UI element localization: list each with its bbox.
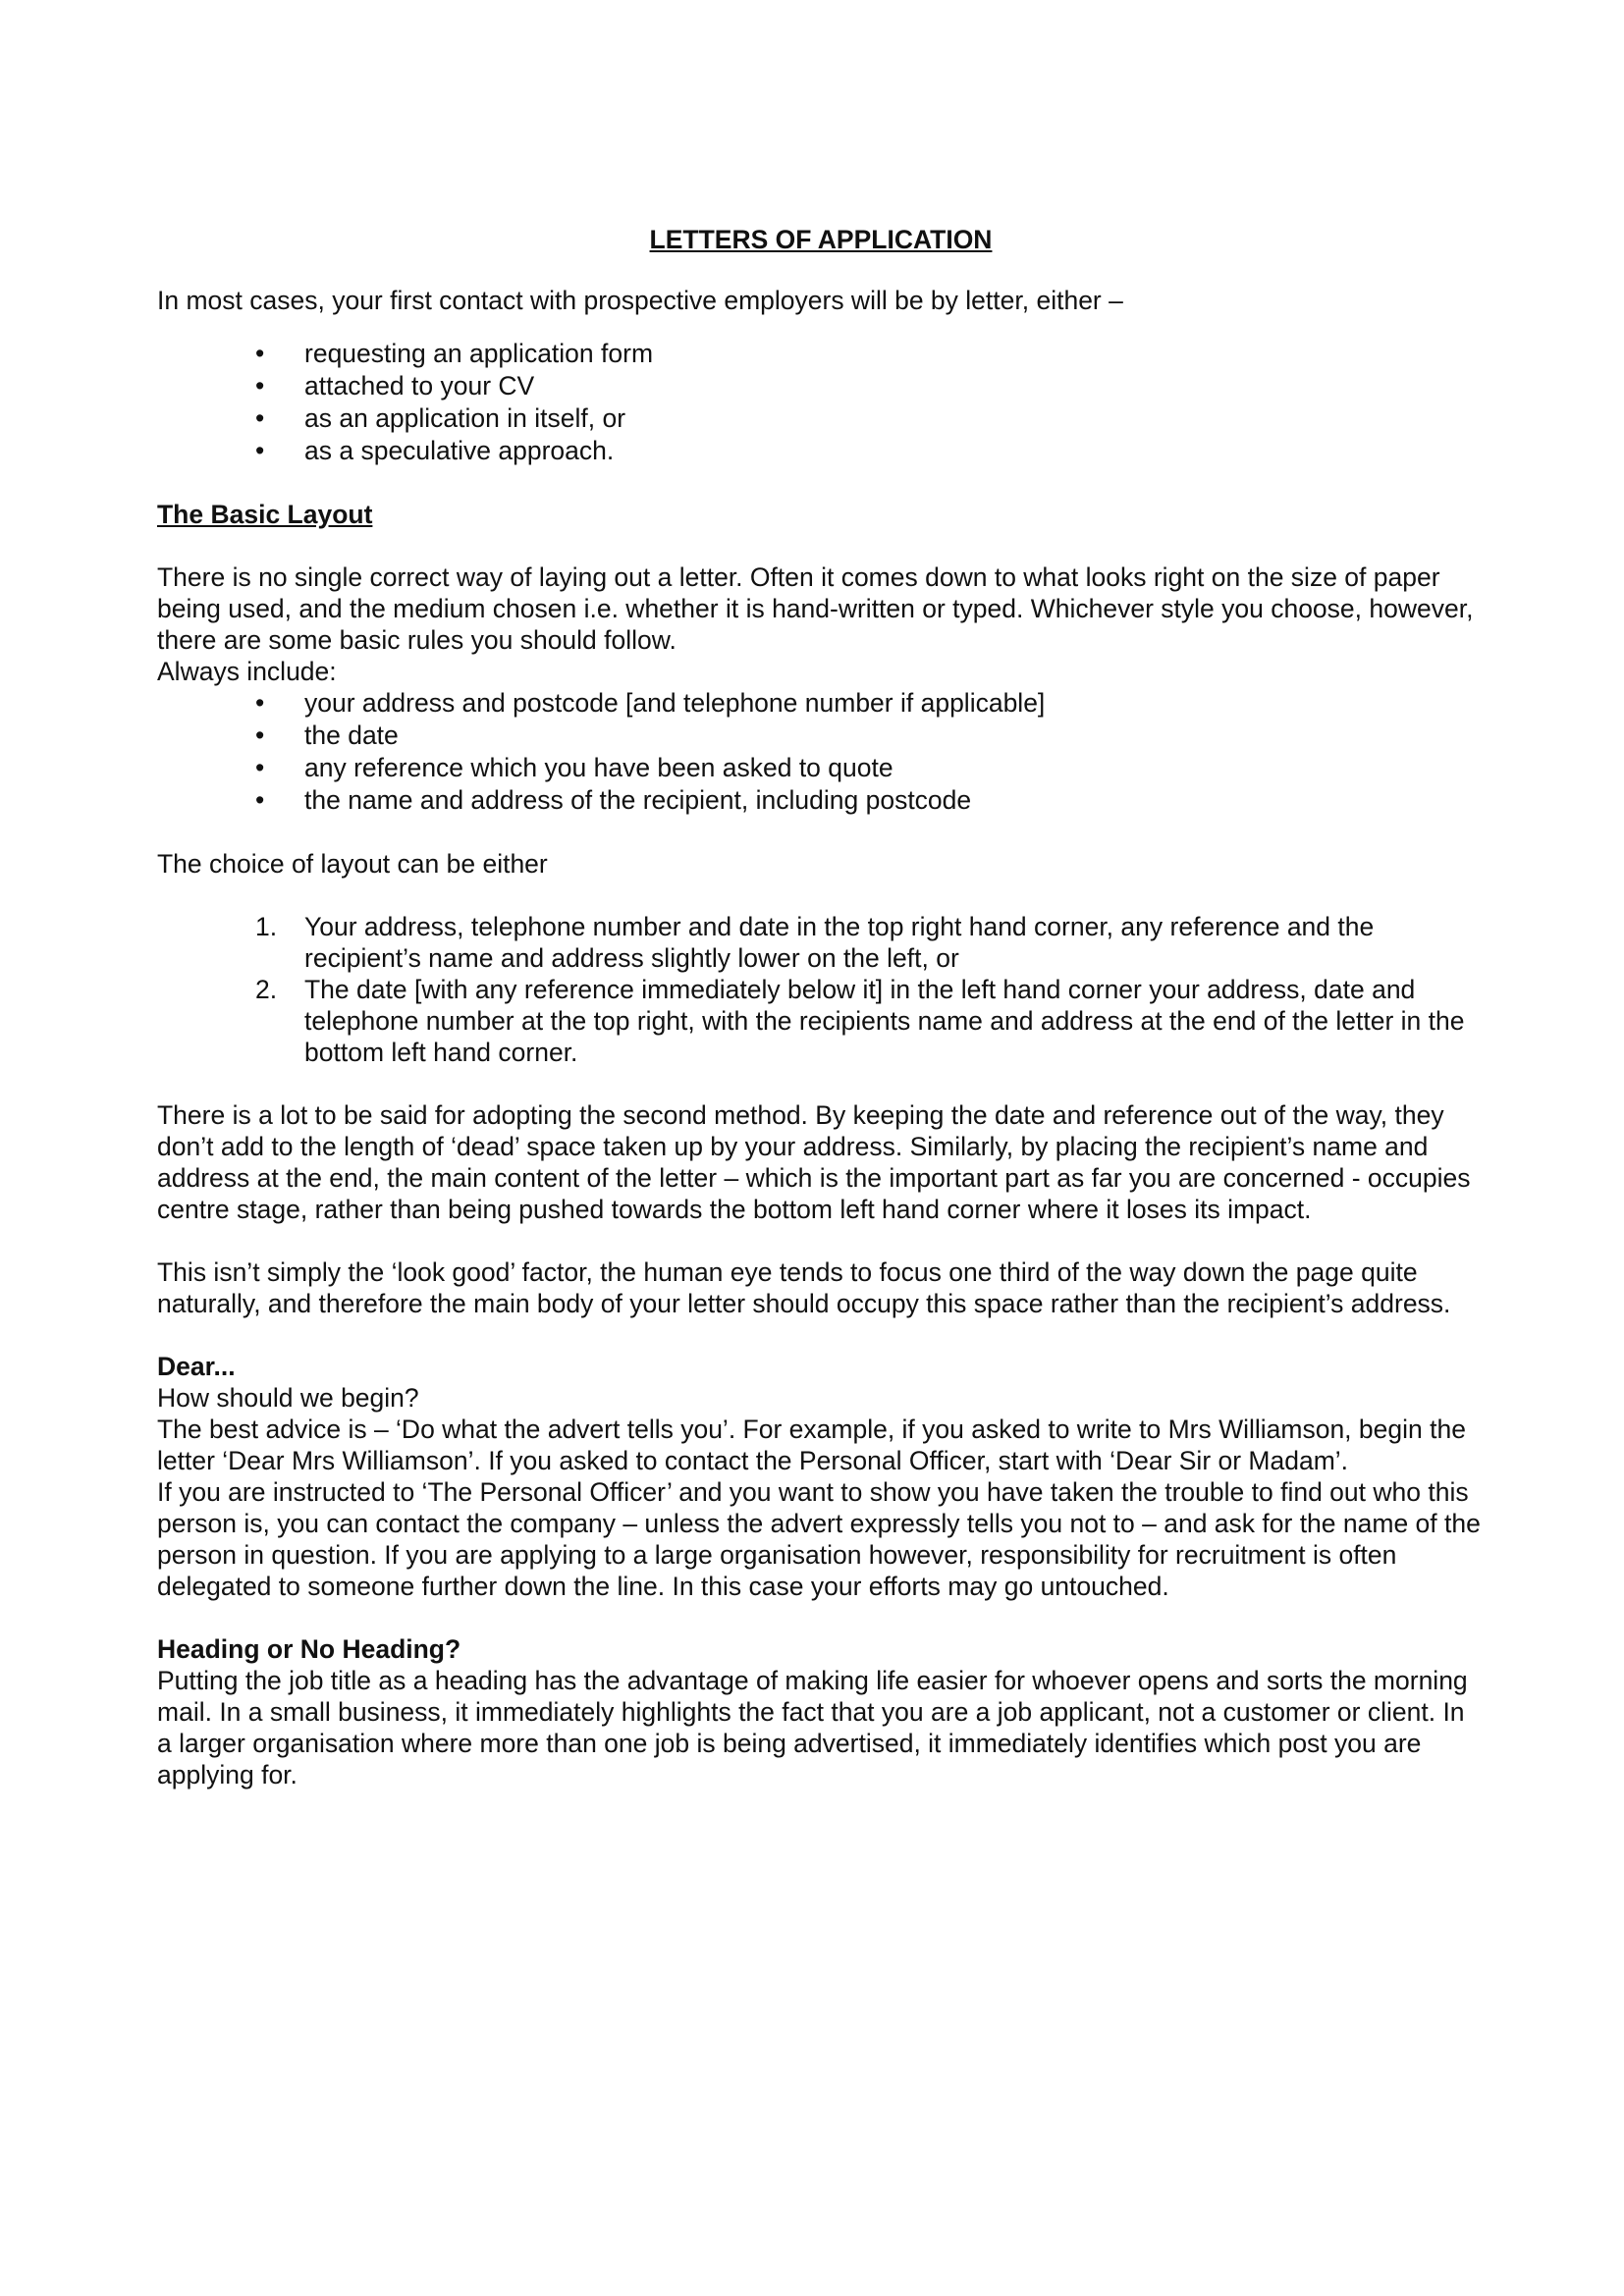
list-item-text: Your address, telephone number and date in the top right hand corner, any reference and the recipient’s name and address slightly lower on the left, or	[304, 912, 1375, 973]
list-item-text: requesting an application form	[304, 339, 654, 368]
list-item-text: any reference which you have been asked to quote	[304, 753, 893, 782]
list-item-text: as a speculative approach.	[304, 436, 615, 465]
dear-heading: Dear...	[157, 1352, 236, 1381]
spacer	[157, 1602, 1485, 1633]
include-bullet-list	[157, 687, 1485, 817]
look-good-paragraph: This isn’t simply the ‘look good’ factor, the human eye tends to focus one third of the way down the page quite naturally, and therefore the main body of your letter should occupy this space rather than the recipient’s address.	[157, 1257, 1451, 1318]
bullet-icon: •	[255, 688, 265, 718]
bullet-icon: •	[255, 753, 265, 782]
document-page	[157, 224, 1485, 1790]
dear-line-3: If you are instructed to ‘The Personal Officer’ and you want to show you have taken the trouble to find out who this person is, you can contact the company – unless the advert expressly tells you not to – and ask for the name of the person in question. If you are applying to a large organisation however, responsibility for recruitment is often delegated to someone further down the line. In this case your efforts may go untouched.	[157, 1477, 1481, 1601]
list-number: 1.	[255, 912, 278, 941]
list-item	[255, 720, 1485, 752]
list-item	[255, 911, 1485, 974]
list-item-text: attached to your CV	[304, 371, 535, 400]
heading-section-paragraph: Putting the job title as a heading has the advantage of making life easier for whoever opens and sorts the morning mail. In a small business, it immediately highlights the fact that you are a job applicant, not a customer or client. In a larger organisation where more than one job is being advertised, it immediately identifies which post you are applying for.	[157, 1666, 1468, 1789]
bullet-icon: •	[255, 785, 265, 815]
bullet-icon: •	[255, 339, 265, 368]
intro-bullet-list	[157, 338, 1485, 467]
list-item	[255, 687, 1485, 720]
dear-line-2: The best advice is – ‘Do what the advert tells you’. For example, if you asked to write to Mrs Williamson, begin the letter ‘Dear Mrs Williamson’. If you asked to contact the Personal Officer, start with ‘Dear Sir or Madam’.	[157, 1415, 1466, 1475]
spacer	[157, 1068, 1485, 1099]
bullet-icon: •	[255, 721, 265, 750]
spacer	[157, 817, 1485, 848]
heading-section-heading: Heading or No Heading?	[157, 1634, 461, 1664]
basic-layout-heading: The Basic Layout	[157, 500, 373, 529]
spacer	[157, 1319, 1485, 1351]
dear-line-1: How should we begin?	[157, 1383, 419, 1413]
bullet-icon: •	[255, 436, 265, 465]
spacer	[157, 880, 1485, 911]
layout-choice-list	[157, 911, 1485, 1068]
second-method-paragraph: There is a lot to be said for adopting the second method. By keeping the date and reference out of the way, they don’t add to the length of ‘dead’ space taken up by your address. Similarly, by placing the recipient’s name and address at the end, the main content of the letter – which is the important part as far you are concerned - occupies centre stage, rather than being pushed towards the bottom left hand corner where it loses its impact.	[157, 1100, 1471, 1224]
list-item	[255, 974, 1485, 1068]
list-item-text: The date [with any reference immediately below it] in the left hand corner your address, date and telephone number at the top right, with the recipients name and address at the end of the letter in the bottom left hand corner.	[304, 975, 1465, 1067]
list-item	[255, 402, 1485, 435]
list-item	[255, 338, 1485, 370]
spacer	[157, 1225, 1485, 1256]
bullet-icon: •	[255, 371, 265, 400]
list-item-text: as an application in itself, or	[304, 403, 626, 433]
list-item	[255, 370, 1485, 402]
spacer	[157, 316, 1485, 338]
list-item-text: your address and postcode [and telephone number if applicable]	[304, 688, 1046, 718]
list-number: 2.	[255, 975, 278, 1004]
list-item-text: the name and address of the recipient, including postcode	[304, 785, 972, 815]
spacer	[157, 530, 1485, 561]
bullet-icon: •	[255, 403, 265, 433]
always-include-label: Always include:	[157, 657, 337, 686]
list-item-text: the date	[304, 721, 399, 750]
list-item	[255, 784, 1485, 817]
choice-intro: The choice of layout can be either	[157, 849, 548, 879]
spacer	[157, 467, 1485, 499]
document-title: LETTERS OF APPLICATION	[649, 225, 993, 254]
intro-paragraph: In most cases, your first contact with prospective employers will be by letter, either –	[157, 286, 1123, 315]
list-item	[255, 435, 1485, 467]
list-item	[255, 752, 1485, 784]
basic-layout-paragraph: There is no single correct way of laying out a letter. Often it comes down to what looks right on the size of paper being used, and the medium chosen i.e. whether it is hand-written or typed. Whichever style you choose, however, there are some basic rules you should follow.	[157, 562, 1474, 655]
